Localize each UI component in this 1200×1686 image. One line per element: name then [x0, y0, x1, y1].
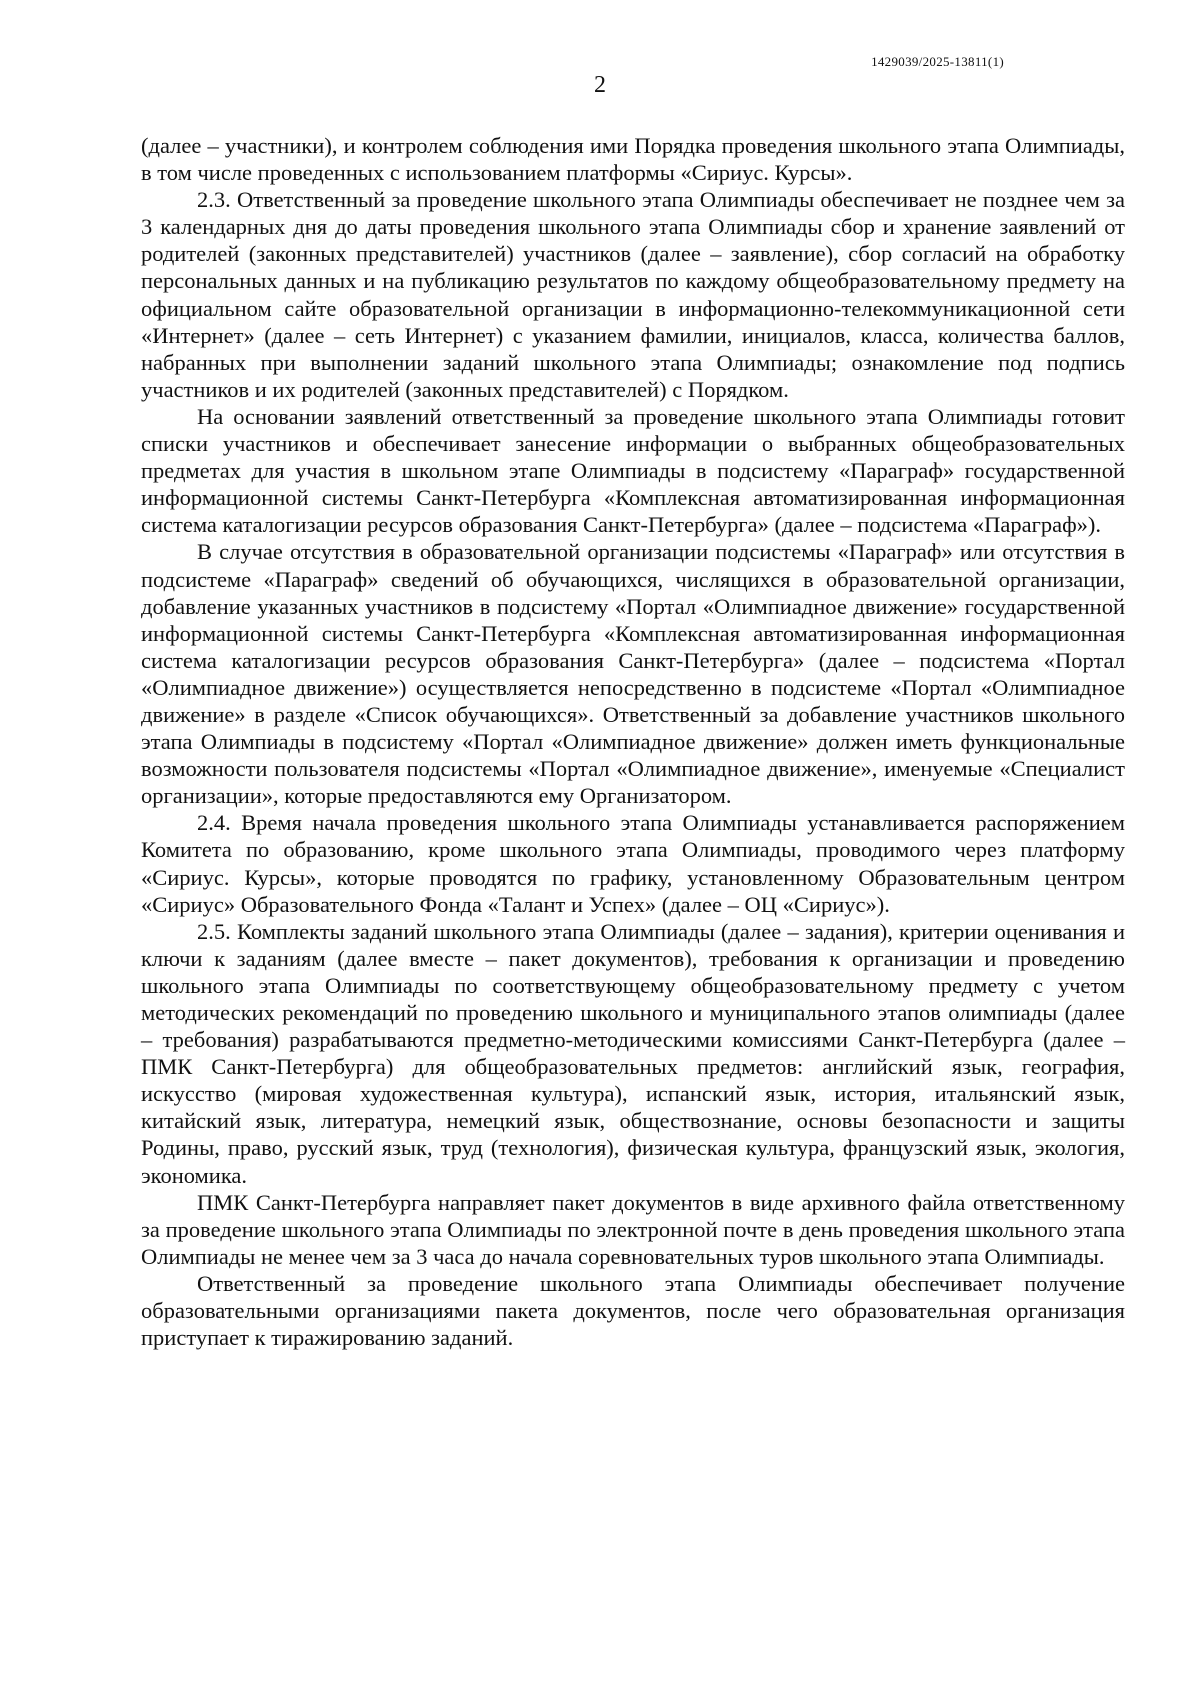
paragraph-pmk-delivery: ПМК Санкт-Петербурга направляет пакет документов в виде архивного файла ответственному за проведение школьного этапа Олимпиады по электронной почте в день проведения школьного этапа Олимпиады не менее чем за 3 часа до начала соревновательных туров школьного этапа Олимпиады. — [141, 1189, 1125, 1269]
paragraph-2-5: 2.5. Комплекты заданий школьного этапа Олимпиады (далее – задания), критерии оценивания и ключи к заданиям (далее вместе – пакет документов), требования к организации и проведению школьного этапа Олимпиады по соответствующему общеобразовательному предмету с учетом методических рекомендаций по проведению школьного и муниципального этапов олимпиады (далее – требования) разрабатываются предметно-методическими комиссиями Санкт-Петербурга (далее – ПМК Санкт-Петербурга) для общеобразовательных предметов: английский язык, география, искусство (мировая художественная культура), испанский язык, история, итальянский язык, китайский язык, литература, немецкий язык, обществознание, основы безопасности и защиты Родины, право, русский язык, труд (технология), физическая культура, французский язык, экология, экономика. — [141, 918, 1125, 1188]
document-registration-number: 1429039/2025-13811(1) — [871, 54, 1004, 69]
paragraph-2-3: 2.3. Ответственный за проведение школьного этапа Олимпиады обеспечивает не позднее чем за 3 календарных дня до даты проведения школьного этапа Олимпиады сбор и хранение заявлений от родителей (законных представителей) участников (далее – заявление), сбор согласий на обработку персональных данных и на публикацию результатов по каждому общеобразовательному предмету на официальном сайте образовательной организации в информационно-телекоммуникационной сети «Интернет» (далее – сеть Интернет) с указанием фамилии, инициалов, класса, количества баллов, набранных при выполнении заданий школьного этапа Олимпиады; ознакомление под подпись участников и их родителей (законных представителей) с Порядком. — [141, 187, 1125, 402]
paragraph-2-4: 2.4. Время начала проведения школьного этапа Олимпиады устанавливается распоряжением Комитета по образованию, кроме школьного этапа Олимпиады, проводимого через платформу «Сириус. Курсы», которые проводятся по графику, установленному Образовательным центром «Сириус» Образовательного Фонда «Талант и Успех» (далее – ОЦ «Сириус»). — [141, 810, 1125, 917]
paragraph-olympiad-portal: В случае отсутствия в образовательной организации подсистемы «Параграф» или отсутствия в подсистеме «Параграф» сведений об обучающихся, числящихся в образовательной организации, добавление указанных участников в подсистему «Портал «Олимпиадное движение» государственной информационной системы Санкт-Петербурга «Комплексная автоматизированная информационная система каталогизации ресурсов образования Санкт-Петербурга» (далее – подсистема «Портал «Олимпиадное движение») осуществляется непосредственно в подсистеме «Портал «Олимпиадное движение» в разделе «Список обучающихся». Ответственный за добавление участников школьного этапа Олимпиады в подсистему «Портал «Олимпиадное движение» должен иметь функциональные возможности пользователя подсистемы «Портал «Олимпиадное движение», именуемые «Специалист организации», которые предоставляются ему Организатором. — [141, 539, 1125, 809]
document-body — [141, 132, 1125, 1351]
paragraph-participants-continuation: (далее – участники), и контролем соблюдения ими Порядка проведения школьного этапа Олимпиады, в том числе проведенных с использованием платформы «Сириус. Курсы». — [141, 133, 1125, 186]
paragraph-participant-lists: На основании заявлений ответственный за проведение школьного этапа Олимпиады готовит списки участников и обеспечивает занесение информации о выбранных общеобразовательных предметах для участия в школьном этапе Олимпиады в подсистему «Параграф» государственной информационной системы Санкт-Петербурга «Комплексная автоматизированная информационная система каталогизации ресурсов образования Санкт-Петербурга» (далее – подсистема «Параграф»). — [141, 403, 1125, 538]
paragraph-document-receipt: Ответственный за проведение школьного этапа Олимпиады обеспечивает получение образовательными организациями пакета документов, после чего образовательная организация приступает к тиражированию заданий. — [141, 1270, 1125, 1351]
page-number: 2 — [594, 72, 606, 98]
